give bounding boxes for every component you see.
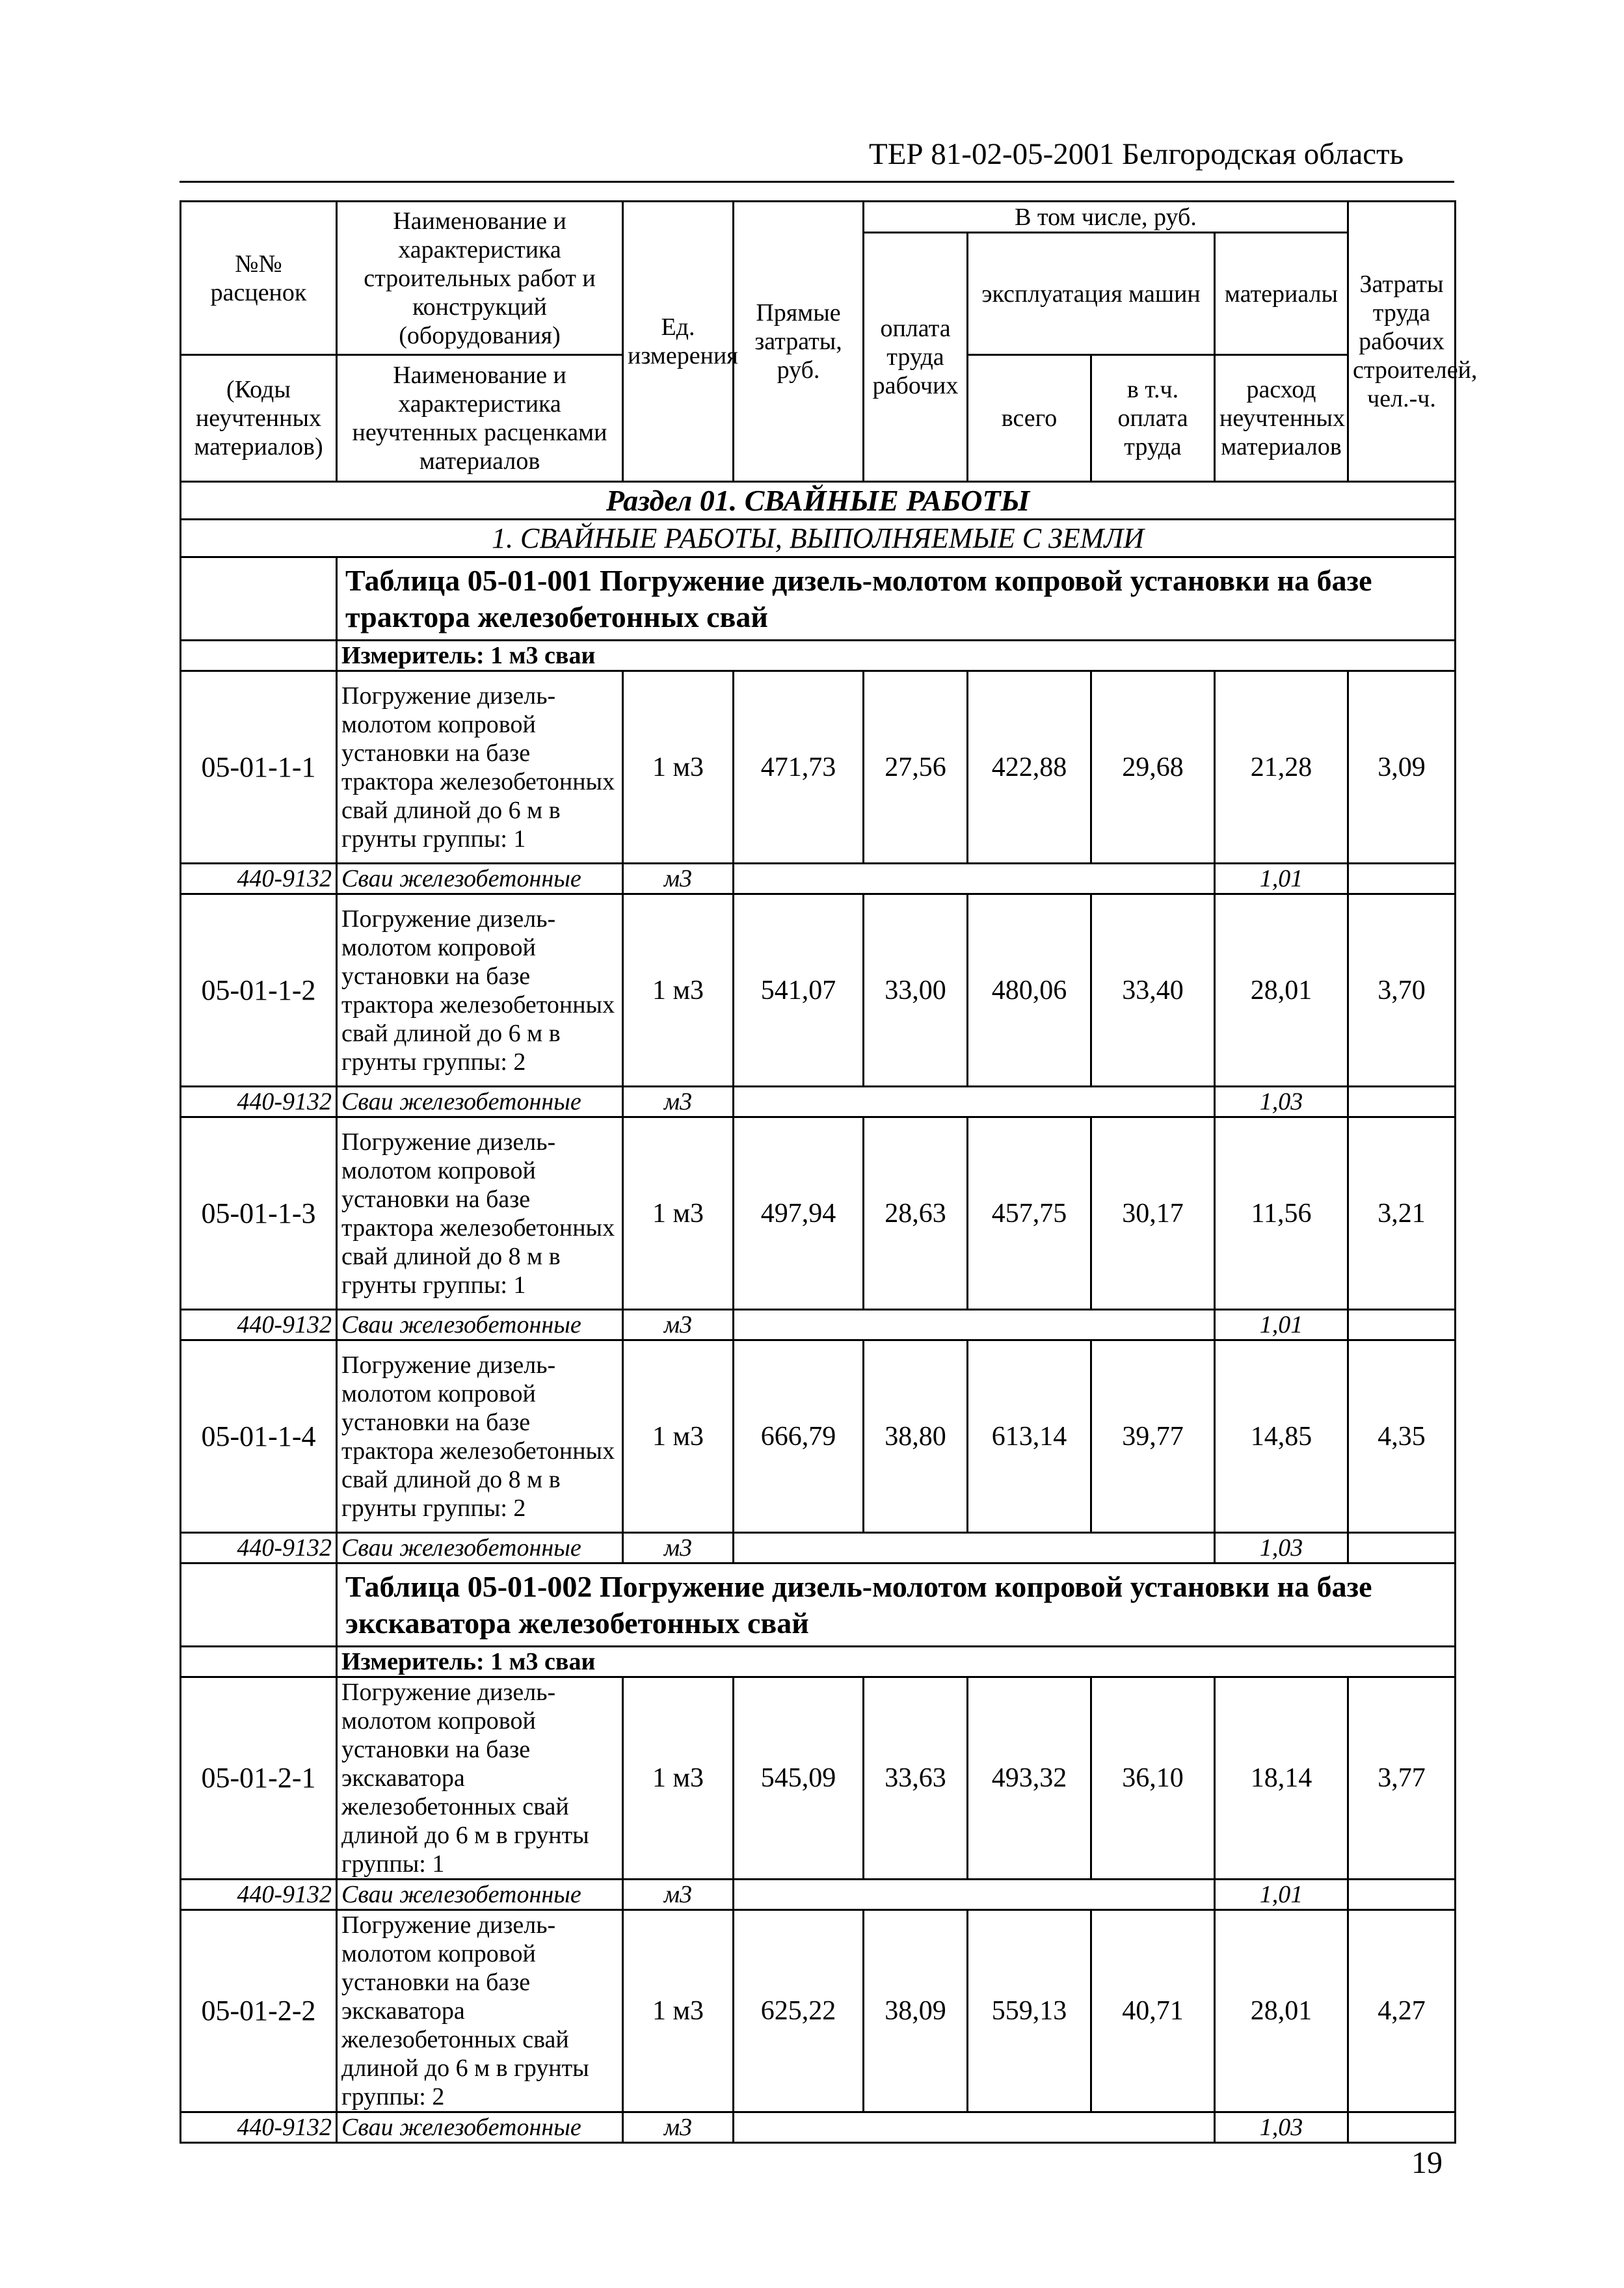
material-name: Сваи железобетонные (337, 1310, 623, 1340)
col-header-material-name: Наименование и характеристика неучтенных расценками материалов (337, 355, 623, 482)
material-name: Сваи железобетонные (337, 1533, 623, 1563)
measure-unit: Измеритель: 1 м3 сваи (337, 641, 1456, 671)
material-row (181, 864, 1456, 894)
material-row (181, 2112, 1456, 2143)
measure-unit: Измеритель: 1 м3 сваи (337, 1647, 1456, 1677)
labor-pay: 27,56 (864, 671, 968, 864)
material-row (181, 1310, 1456, 1340)
subsection-title: 1. СВАЙНЫЕ РАБОТЫ, ВЫПОЛНЯЕМЫЕ С ЗЕМЛИ (181, 520, 1456, 557)
table-row (181, 671, 1456, 864)
material-code: 440-9132 (181, 1533, 337, 1563)
material-row (181, 1880, 1456, 1910)
material-name: Сваи железобетонные (337, 1880, 623, 1910)
col-header-materials: материалы (1215, 233, 1348, 355)
labor-hours: 3,70 (1348, 894, 1456, 1087)
section-row (181, 482, 1456, 520)
machines-labor-pay: 36,10 (1091, 1677, 1215, 1880)
col-header-unit: Ед. измерения (623, 202, 734, 482)
machines-total: 457,75 (968, 1117, 1091, 1310)
rate-code: 05-01-1-1 (181, 671, 337, 864)
measure-row (181, 641, 1456, 671)
rate-unit: 1 м3 (623, 894, 734, 1087)
direct-cost: 666,79 (734, 1340, 864, 1533)
material-quantity: 1,01 (1215, 1880, 1348, 1910)
material-code: 440-9132 (181, 1880, 337, 1910)
labor-pay: 33,63 (864, 1677, 968, 1880)
material-unit: м3 (623, 864, 734, 894)
page-number: 19 (1411, 2146, 1443, 2180)
table-title-row (181, 1563, 1456, 1647)
document-header: ТЕР 81-02-05-2001 Белгородская область (869, 137, 1404, 171)
table-row (181, 1910, 1456, 2112)
machines-total: 422,88 (968, 671, 1091, 864)
rate-unit: 1 м3 (623, 1677, 734, 1880)
material-code: 440-9132 (181, 1310, 337, 1340)
rate-code: 05-01-1-2 (181, 894, 337, 1087)
material-unit: м3 (623, 2112, 734, 2143)
rate-unit: 1 м3 (623, 671, 734, 864)
labor-hours: 3,09 (1348, 671, 1456, 864)
machines-labor-pay: 29,68 (1091, 671, 1215, 864)
machines-total: 480,06 (968, 894, 1091, 1087)
labor-pay: 38,09 (864, 1910, 968, 2112)
machines-labor-pay: 39,77 (1091, 1340, 1215, 1533)
measure-row (181, 1647, 1456, 1677)
labor-pay: 33,00 (864, 894, 968, 1087)
direct-cost: 545,09 (734, 1677, 864, 1880)
material-code: 440-9132 (181, 2112, 337, 2143)
col-header-code: №№ расценок (181, 202, 337, 355)
rate-code: 05-01-2-1 (181, 1677, 337, 1880)
labor-hours: 4,35 (1348, 1340, 1456, 1533)
table-row (181, 1340, 1456, 1533)
rate-description: Погружение дизель-молотом копровой установки на базе экскаватора железобетонных свай длиной до 6 м в грунты группы: 2 (337, 1910, 623, 2112)
material-quantity: 1,01 (1215, 1310, 1348, 1340)
col-header-direct: Прямые затраты, руб. (734, 202, 864, 482)
material-row (181, 1533, 1456, 1563)
machines-labor-pay: 30,17 (1091, 1117, 1215, 1310)
material-unit: м3 (623, 1533, 734, 1563)
materials-cost: 28,01 (1215, 894, 1348, 1087)
machines-labor-pay: 33,40 (1091, 894, 1215, 1087)
col-header-material-codes: (Коды неучтенных материалов) (181, 355, 337, 482)
material-quantity: 1,03 (1215, 1087, 1348, 1117)
materials-cost: 18,14 (1215, 1677, 1348, 1880)
table-title: Таблица 05-01-001 Погружение дизель-молотом копровой установки на базе трактора железобетонных свай (337, 557, 1456, 641)
direct-cost: 497,94 (734, 1117, 864, 1310)
labor-hours: 4,27 (1348, 1910, 1456, 2112)
material-quantity: 1,01 (1215, 864, 1348, 894)
material-unit: м3 (623, 1880, 734, 1910)
machines-total: 493,32 (968, 1677, 1091, 1880)
header-rule (180, 181, 1454, 183)
labor-hours: 3,77 (1348, 1677, 1456, 1880)
material-name: Сваи железобетонные (337, 864, 623, 894)
direct-cost: 625,22 (734, 1910, 864, 2112)
rate-unit: 1 м3 (623, 1910, 734, 2112)
col-header-material-expense: расход неучтенных материалов (1215, 355, 1348, 482)
rate-unit: 1 м3 (623, 1117, 734, 1310)
rate-description: Погружение дизель-молотом копровой установки на базе трактора железобетонных свай длиной до 8 м в грунты группы: 1 (337, 1117, 623, 1310)
header-row-1 (181, 202, 1456, 233)
material-code: 440-9132 (181, 1087, 337, 1117)
rate-description: Погружение дизель-молотом копровой установки на базе экскаватора железобетонных свай длиной до 6 м в грунты группы: 1 (337, 1677, 623, 1880)
labor-hours: 3,21 (1348, 1117, 1456, 1310)
col-header-labor-cost: Затраты труда рабочих строителей, чел.-ч. (1348, 202, 1456, 482)
rate-description: Погружение дизель-молотом копровой установки на базе трактора железобетонных свай длиной до 6 м в грунты группы: 2 (337, 894, 623, 1087)
table-row (181, 894, 1456, 1087)
machines-total: 613,14 (968, 1340, 1091, 1533)
machines-labor-pay: 40,71 (1091, 1910, 1215, 2112)
rate-code: 05-01-1-3 (181, 1117, 337, 1310)
col-header-machines: эксплуатация машин (968, 233, 1215, 355)
rate-unit: 1 м3 (623, 1340, 734, 1533)
material-code: 440-9132 (181, 864, 337, 894)
col-header-including: В том числе, руб. (864, 202, 1348, 233)
table-row (181, 1117, 1456, 1310)
materials-cost: 21,28 (1215, 671, 1348, 864)
table-title-row (181, 557, 1456, 641)
direct-cost: 541,07 (734, 894, 864, 1087)
material-unit: м3 (623, 1310, 734, 1340)
materials-cost: 11,56 (1215, 1117, 1348, 1310)
table-title: Таблица 05-01-002 Погружение дизель-молотом копровой установки на базе экскаватора железобетонных свай (337, 1563, 1456, 1647)
direct-cost: 471,73 (734, 671, 864, 864)
section-title: Раздел 01. СВАЙНЫЕ РАБОТЫ (181, 482, 1456, 520)
col-header-labor-pay: оплата труда рабочих (864, 233, 968, 482)
material-quantity: 1,03 (1215, 1533, 1348, 1563)
rate-code: 05-01-2-2 (181, 1910, 337, 2112)
table-row (181, 1677, 1456, 1880)
material-unit: м3 (623, 1087, 734, 1117)
rate-code: 05-01-1-4 (181, 1340, 337, 1533)
rate-description: Погружение дизель-молотом копровой установки на базе трактора железобетонных свай длиной до 8 м в грунты группы: 2 (337, 1340, 623, 1533)
materials-cost: 28,01 (1215, 1910, 1348, 2112)
material-quantity: 1,03 (1215, 2112, 1348, 2143)
price-table (180, 200, 1478, 2144)
labor-pay: 38,80 (864, 1340, 968, 1533)
material-row (181, 1087, 1456, 1117)
material-name: Сваи железобетонные (337, 1087, 623, 1117)
col-header-machines-pay: в т.ч. оплата труда (1091, 355, 1215, 482)
materials-cost: 14,85 (1215, 1340, 1348, 1533)
subsection-row (181, 520, 1456, 557)
machines-total: 559,13 (968, 1910, 1091, 2112)
rate-description: Погружение дизель-молотом копровой установки на базе трактора железобетонных свай длиной до 6 м в грунты группы: 1 (337, 671, 623, 864)
material-name: Сваи железобетонные (337, 2112, 623, 2143)
labor-pay: 28,63 (864, 1117, 968, 1310)
col-header-name: Наименование и характеристика строительных работ и конструкций (оборудования) (337, 202, 623, 355)
col-header-machines-total: всего (968, 355, 1091, 482)
